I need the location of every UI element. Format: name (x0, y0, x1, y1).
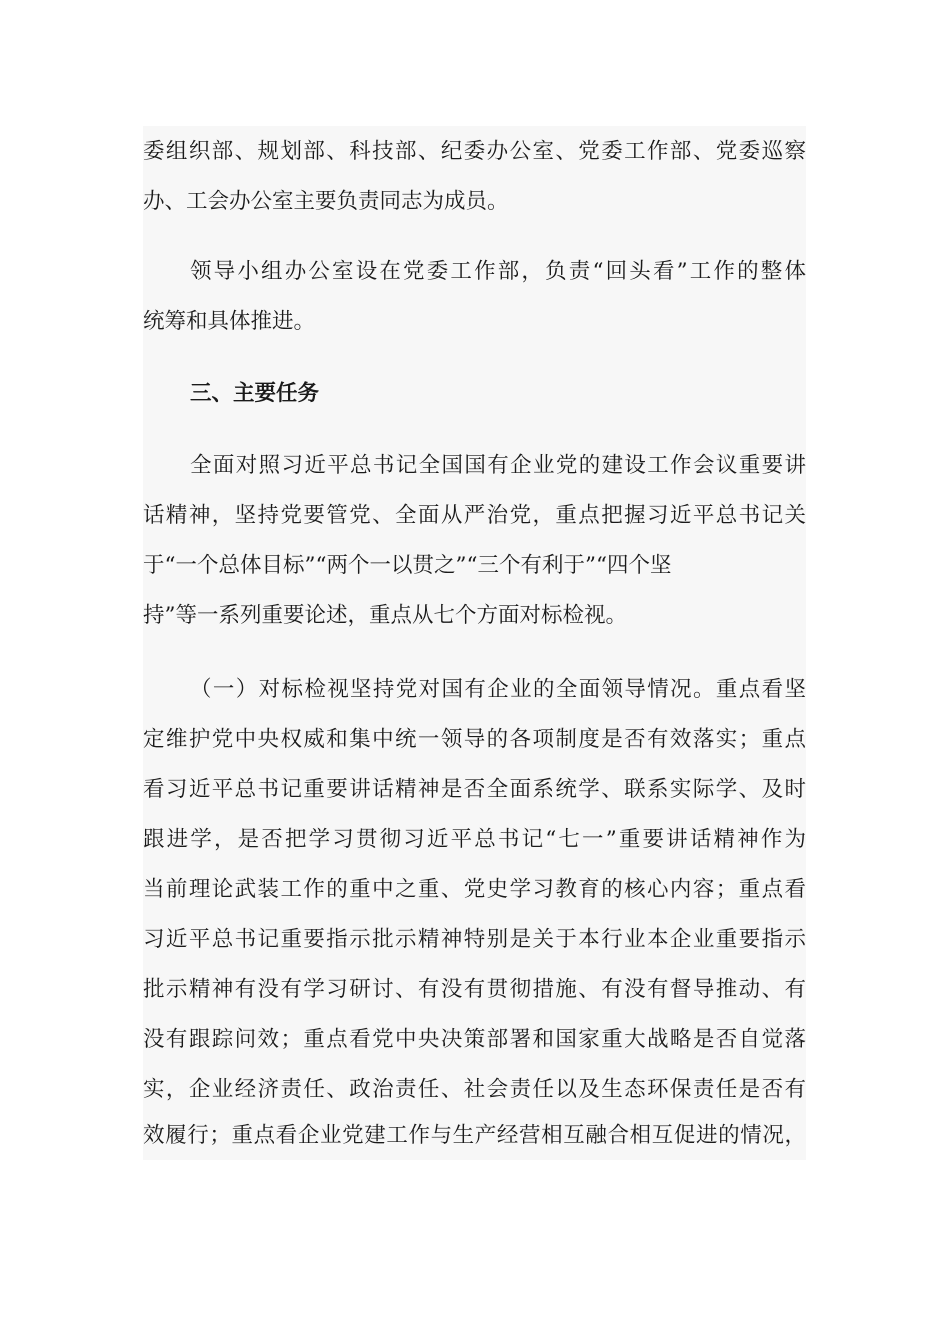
text-line-paragraph-4-line-8: 没有跟踪问效；重点看党中央决策部署和国家重大战略是否自觉落 (143, 1027, 806, 1052)
text-line-paragraph-2-line-2: 统筹和具体推进。 (143, 309, 316, 334)
text-line-paragraph-3-line-3: 于“一个总体目标”“两个一以贯之”“三个有利于”“四个坚 (143, 553, 672, 578)
text-line-paragraph-3-line-4: 持”等一系列重要论述，重点从七个方面对标检视。 (143, 603, 627, 628)
text-line-paragraph-1-line-1: 委组织部、规划部、科技部、纪委办公室、党委工作部、党委巡察 (143, 139, 806, 164)
text-line-paragraph-4-line-3: 看习近平总书记重要讲话精神是否全面系统学、联系实际学、及时 (143, 777, 806, 802)
text-line-paragraph-4-line-6: 习近平总书记重要指示批示精神特别是关于本行业本企业重要指示 (143, 927, 806, 952)
text-line-paragraph-4-line-2: 定维护党中央权威和集中统一领导的各项制度是否有效落实；重点 (143, 727, 806, 752)
text-line-paragraph-3-line-1: 全面对照习近平总书记全国国有企业党的建设工作会议重要讲 (190, 453, 806, 478)
section-heading: 三、主要任务 (190, 381, 320, 406)
text-line-paragraph-4-line-5: 当前理论武装工作的重中之重、党史学习教育的核心内容；重点看 (143, 877, 806, 902)
text-line-paragraph-3-line-2: 话精神，坚持党要管党、全面从严治党，重点把握习近平总书记关 (143, 503, 806, 528)
text-line-paragraph-2-line-1: 领导小组办公室设在党委工作部，负责“回头看”工作的整体 (190, 259, 806, 284)
text-line-paragraph-1-line-2: 办、工会办公室主要负责同志为成员。 (143, 189, 509, 214)
text-line-paragraph-4-line-7: 批示精神有没有学习研讨、有没有贯彻措施、有没有督导推动、有 (143, 977, 806, 1002)
text-line-paragraph-4-line-4: 跟进学，是否把学习贯彻习近平总书记“七一”重要讲话精神作为 (143, 827, 806, 852)
text-line-paragraph-4-line-1: （一）对标检视坚持党对国有企业的全面领导情况。重点看坚 (190, 677, 806, 702)
text-line-paragraph-4-line-9: 实，企业经济责任、政治责任、社会责任以及生态环保责任是否有 (143, 1077, 806, 1102)
document-body (143, 126, 806, 1160)
text-line-paragraph-4-line-10: 效履行；重点看企业党建工作与生产经营相互融合相互促进的情况， (143, 1123, 806, 1148)
